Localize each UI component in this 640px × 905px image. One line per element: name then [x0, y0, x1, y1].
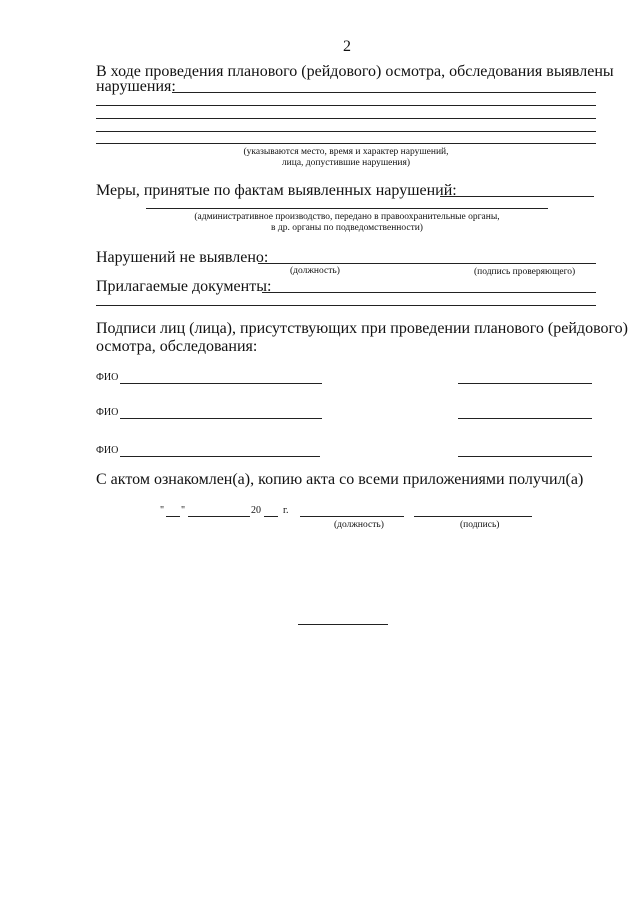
acknowledgement-position-hint: (должность)	[334, 520, 384, 530]
violations-hint-cont: лица, допустившие нарушения)	[281, 158, 411, 168]
attached-documents-label: Прилагаемые документы:	[96, 278, 272, 295]
date-quote-close: "	[181, 505, 186, 516]
acknowledgement-signature-hint: (подпись)	[460, 520, 500, 530]
violations-field-line-4[interactable]	[96, 131, 596, 132]
end-of-document-separator	[298, 624, 388, 625]
measures-hint: (административное производство, передано в правоохранительные органы,	[194, 212, 500, 222]
violations-field-line-5[interactable]	[96, 143, 596, 144]
signature-field-2[interactable]	[458, 418, 592, 419]
measures-field-line-2[interactable]	[146, 208, 548, 209]
measures-hint-cont: в др. органы по подведомственности)	[271, 223, 423, 233]
measures-label: Меры, принятые по фактам выявленных нарушений:	[96, 182, 457, 199]
attached-documents-field-line-2[interactable]	[96, 305, 596, 306]
date-quote-open: "	[160, 505, 165, 516]
page-number: 2	[343, 38, 351, 55]
date-year-field[interactable]	[264, 516, 278, 517]
no-violations-position-hint: (должность)	[290, 266, 340, 276]
no-violations-label: Нарушений не выявлено:	[96, 249, 269, 266]
fio-field-2[interactable]	[120, 418, 322, 419]
violations-field-line-3[interactable]	[96, 118, 596, 119]
no-violations-field-line[interactable]	[258, 263, 596, 264]
attached-documents-field-line-1[interactable]	[262, 292, 596, 293]
date-year-suffix: г.	[283, 505, 289, 516]
acknowledgement-text: С актом ознакомлен(а), копию акта со всеми приложениями получил(а)	[96, 471, 584, 488]
date-month-field[interactable]	[188, 516, 250, 517]
signatures-heading: Подписи лиц (лица), присутствующих при проведении планового (рейдового)	[96, 320, 628, 337]
fio-label-3: ФИО	[96, 445, 119, 456]
no-violations-signature-hint: (подпись проверяющего)	[474, 267, 576, 277]
fio-label-2: ФИО	[96, 407, 119, 418]
date-day-field[interactable]	[166, 516, 180, 517]
signatures-heading-cont: осмотра, обследования:	[96, 338, 258, 355]
date-year-prefix: 20	[251, 505, 261, 516]
violations-heading-cont: нарушения:	[96, 78, 176, 95]
violations-field-line-1[interactable]	[172, 92, 596, 93]
acknowledgement-position-field[interactable]	[300, 516, 404, 517]
acknowledgement-signature-field[interactable]	[414, 516, 532, 517]
fio-field-1[interactable]	[120, 383, 322, 384]
violations-field-line-2[interactable]	[96, 105, 596, 106]
signature-field-3[interactable]	[458, 456, 592, 457]
fio-label-1: ФИО	[96, 372, 119, 383]
fio-field-3[interactable]	[120, 456, 320, 457]
measures-field-line-1[interactable]	[440, 196, 594, 197]
signature-field-1[interactable]	[458, 383, 592, 384]
violations-heading: В ходе проведения планового (рейдового) осмотра, обследования выявлены	[96, 63, 614, 80]
violations-hint: (указываются место, время и характер нарушений,	[243, 147, 449, 157]
